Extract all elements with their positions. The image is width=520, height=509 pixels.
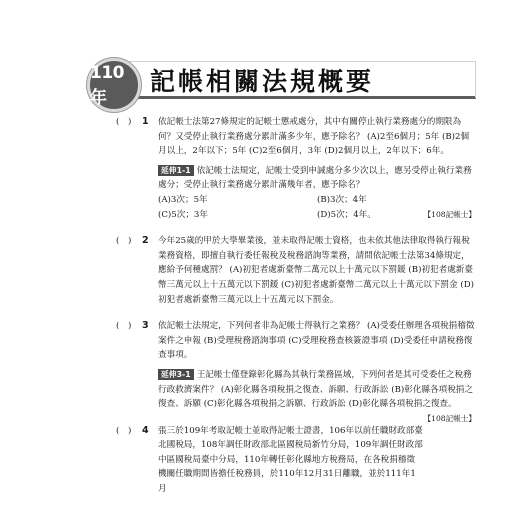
extension-tag: 延伸1-1 <box>158 165 194 176</box>
question-text: 張三於109年考取記帳士並取得記帳士證書，106年以前任職財政部臺北國稅局，108年調任財政部北區國稅局新竹分局，109年調任財政部中區國稅局臺中分局，110年轉任彰化縣地方稅務局，在各稅捐稽徵機關任職期間皆擔任稅務員，於110年12月31日離職，並於111年1月 <box>158 425 423 495</box>
source-tag: 【108記帳士】 <box>423 413 476 423</box>
chapter-title: 記帳相關法規概要 <box>150 67 375 96</box>
question-number: 3 <box>142 320 149 332</box>
question-number: 4 <box>142 424 149 436</box>
question-list <box>116 115 476 509</box>
question-number: 2 <box>142 235 149 247</box>
option-d: (D)5次；4年。 【108記帳士】 <box>317 208 476 223</box>
question-number: 1 <box>142 116 149 127</box>
answer-blank: ( ) <box>116 236 132 247</box>
answer-blank: ( ) <box>116 117 132 127</box>
question-2 <box>116 234 476 307</box>
question-1 <box>116 115 476 222</box>
answer-blank: ( ) <box>116 425 132 436</box>
extension-options <box>158 193 476 222</box>
option-b: (B)3次；4年 <box>317 194 367 205</box>
year-badge: 110年 <box>87 58 141 112</box>
question-4 <box>116 424 476 497</box>
question-text: 今年25歲的甲於大學畢業後，並未取得記帳士資格，也未依其他法律取得執行報稅業務資格，即擅自執行委任報稅及稅務諮詢等業務，請問依記帳士法第34條規定，應給予何種處罰？ (A)初犯者處新臺幣二萬元以上十萬元以下罰鍰 (B)初犯者處新臺幣三萬元以上十五萬元以下罰鍰 (C)初犯者處新臺幣二萬元以上十萬元以下罰金 (D)初犯者處新臺幣三萬元以上十五萬元以下罰金。 <box>158 236 474 305</box>
source-tag: 【108記帳士】 <box>423 209 476 219</box>
option-c: (C)5次；3年 <box>158 209 208 220</box>
answer-blank: ( ) <box>116 321 132 332</box>
question-text: 依記帳士法第27條規定的記帳士懲戒處分，其中有關停止執行業務處分的期限為何？又受停止執行業務處分累計滿多少年，應予除名？ (A)2至6個月；5年 (B)2個月以上，2年以下；5年 (C)2至6個月，3年 (D)2個月以上，2年以下；6年。 <box>158 117 470 157</box>
header-corner-bracket <box>461 61 476 98</box>
question-3 <box>116 319 476 423</box>
extension-text: 王記帳士僅登錄彰化縣為其執行業務區域，下列何者是其可受委任之稅務行政救濟案件？ (A)彰化縣各項稅捐之復查、訴願、行政訴訟 (B)彰化縣各項稅捐之復查、訴願 (C)彰化縣各項稅捐之訴願、行政訴訟 (D)彰化縣各項稅捐之復查。 <box>158 369 473 410</box>
extension-tag: 延伸3-1 <box>158 369 194 380</box>
extension-1-1 <box>158 164 476 222</box>
option-a: (A)3次；5年 <box>158 194 208 205</box>
extension-text: 依記帳士法規定，記帳士受到申誡處分多少次以上，應另受停止執行業務處分；受停止執行業務處分累計滿幾年者，應予除名？ <box>158 165 472 191</box>
question-text: 依記帳士法規定，下列何者非為記帳士得執行之業務？ (A)受委任辦理各項稅捐稽徵案件之申報 (B)受理稅務諮詢事項 (C)受理稅務查核簽證事項 (D)受委任申請稅務復查事項。 <box>158 321 475 361</box>
extension-3-1 <box>158 368 476 423</box>
